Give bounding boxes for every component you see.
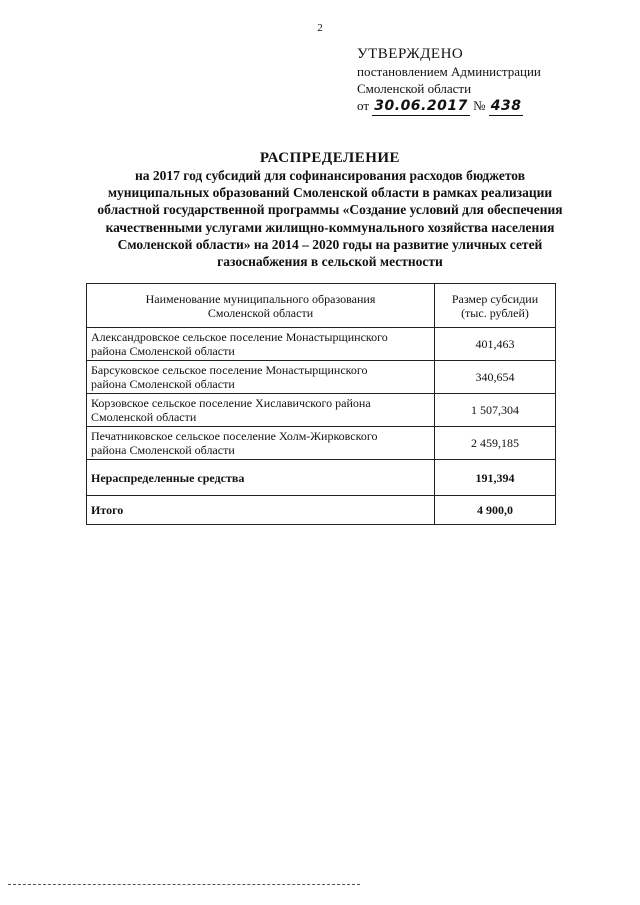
total-amount: 4 900,0 <box>435 496 556 525</box>
row-name-line: района Смоленской области <box>91 344 235 358</box>
row-name-line: района Смоленской области <box>91 443 235 457</box>
row-name-line: Печатниковское сельское поселение Холм-Жирковского <box>91 429 378 443</box>
header-name-line: Наименование муниципального образования <box>145 291 376 306</box>
title-line: муниципальных образований Смоленской области в рамках реализации <box>107 185 553 201</box>
title-line: областной государственной программы «Создание условий для обеспечения <box>97 202 563 218</box>
approval-date-line <box>357 97 627 116</box>
row-amount: 1 507,304 <box>435 394 556 427</box>
subsidy-table <box>86 283 556 525</box>
row-name <box>87 328 435 361</box>
total-row <box>87 496 556 525</box>
approval-number-sign: № <box>473 98 486 113</box>
row-name <box>87 427 435 460</box>
approval-line-1: постановлением Администрации <box>357 64 541 79</box>
header-name-line: Смоленской области <box>207 305 314 320</box>
table-row <box>87 361 556 394</box>
row-name-line: Корзовское сельское поселение Хиславичского района <box>91 396 371 410</box>
table-row <box>87 427 556 460</box>
approval-date: 30.06.2017 <box>374 98 468 114</box>
row-name-line: Александровское сельское поселение Монастырщинского <box>91 330 388 344</box>
header-amount <box>435 284 556 328</box>
row-name-line: района Смоленской области <box>91 377 235 391</box>
row-name-line: Смоленской области <box>91 410 197 424</box>
row-name-line: Барсуковское сельское поселение Монастырщинского <box>91 363 368 377</box>
approval-number: 438 <box>490 98 522 114</box>
page-number: 2 <box>317 22 323 34</box>
header-amount-line: (тыс. рублей) <box>461 305 529 320</box>
row-amount: 2 459,185 <box>435 427 556 460</box>
approval-block <box>357 46 627 116</box>
approval-date-prefix: от <box>357 98 370 113</box>
unallocated-row <box>87 460 556 496</box>
approval-line-2: Смоленской области <box>357 81 472 96</box>
total-label: Итого <box>87 496 435 525</box>
header-name <box>87 284 435 328</box>
table-row <box>87 394 556 427</box>
footer-divider <box>8 884 360 885</box>
table-header-row <box>87 284 556 328</box>
unallocated-amount: 191,394 <box>435 460 556 496</box>
row-amount: 340,654 <box>435 361 556 394</box>
title-line: Смоленской области» на 2014 – 2020 годы на развитие уличных сетей <box>117 236 543 252</box>
table-row <box>87 328 556 361</box>
row-amount: 401,463 <box>435 328 556 361</box>
header-amount-line: Размер субсидии <box>451 291 539 306</box>
approval-stamp: УТВЕРЖДЕНО <box>357 46 464 62</box>
row-name <box>87 394 435 427</box>
unallocated-label: Нераспределенные средства <box>87 460 435 496</box>
title-line: газоснабжения в сельской местности <box>217 254 443 270</box>
title-line: качественными услугами жилищно-коммунального хозяйства населения <box>105 219 555 235</box>
title-heading: РАСПРЕДЕЛЕНИЕ <box>259 150 401 166</box>
row-name <box>87 361 435 394</box>
title-line: на 2017 год субсидий для софинансирования расходов бюджетов <box>135 168 525 183</box>
document-title <box>80 149 580 270</box>
